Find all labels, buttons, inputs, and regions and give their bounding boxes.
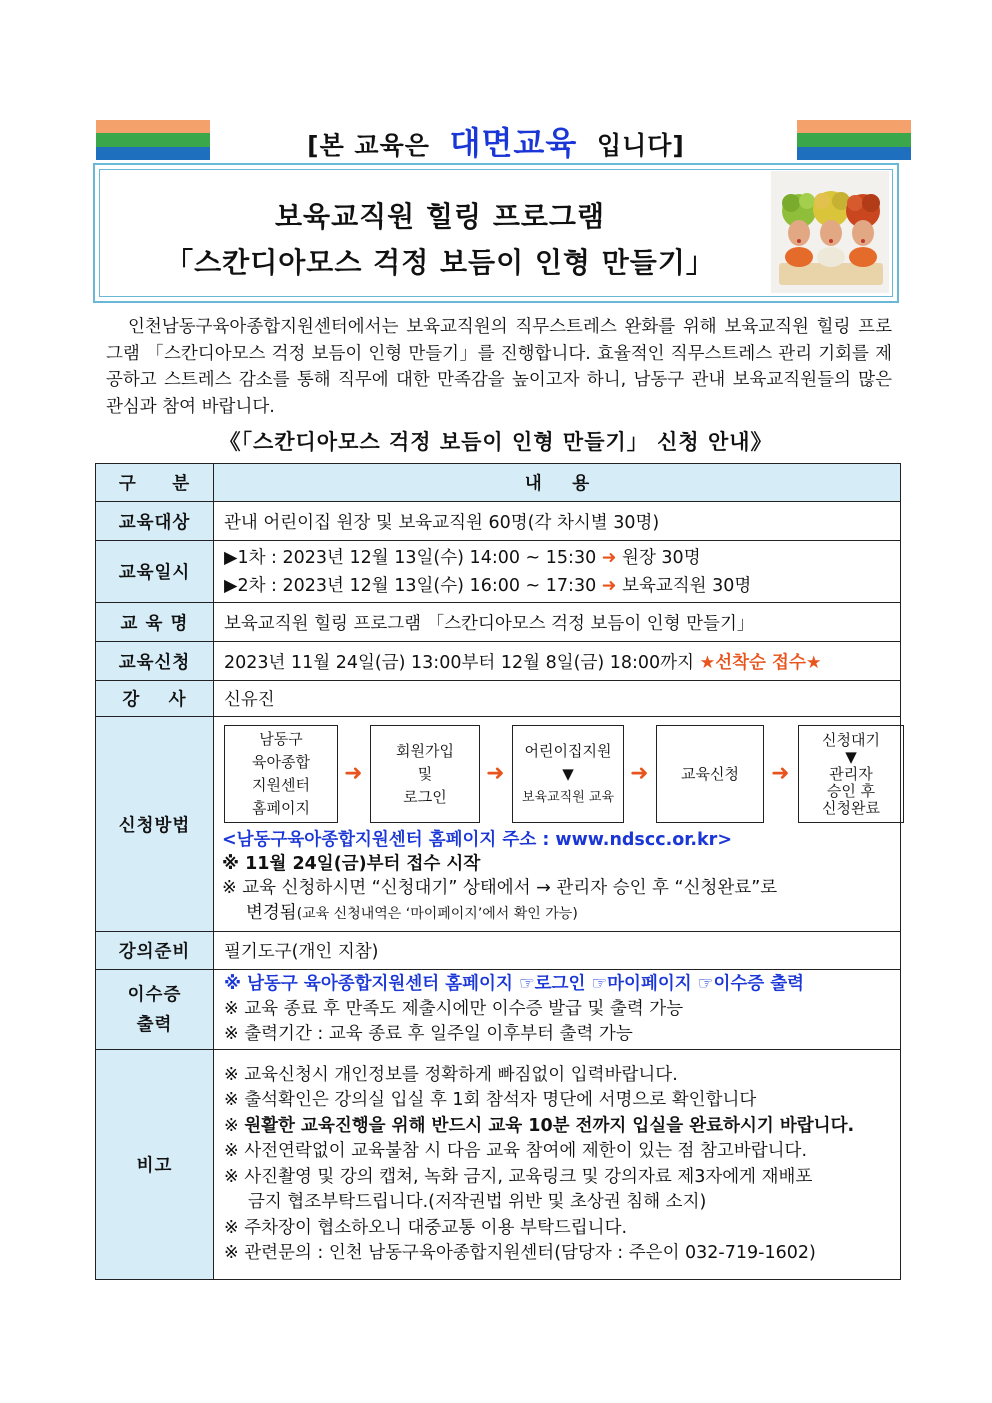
table-row-instructor — [96, 681, 901, 717]
remarks-label: 비고 — [96, 1050, 214, 1280]
method-value — [214, 717, 901, 932]
arrow-right-icon: ➜ — [601, 547, 617, 568]
status-note-cont: 변경됨(교육 신청내역은 ‘마이페이지’에서 확인 가능) — [246, 903, 578, 923]
table-row-apply — [96, 642, 901, 681]
session-2-target: 보육교직원 30명 — [622, 575, 752, 596]
schedule-value — [214, 541, 901, 603]
remark-item: ※ 사진촬영 및 강의 캡쳐, 녹화 금지, 교육링크 및 강의자료 제3자에게 재배포 — [224, 1166, 813, 1187]
notice-suffix: 입니다] — [596, 131, 685, 160]
target-label: 교육대상 — [96, 502, 214, 541]
instructor-label: 강 사 — [96, 681, 214, 717]
method-label: 신청방법 — [96, 717, 214, 932]
table-header-row — [96, 464, 901, 502]
notice-accent: 대면교육 — [449, 124, 578, 162]
arrow-right-icon: ➜ — [486, 761, 505, 786]
table-row-method — [96, 717, 901, 932]
intro-text: 인천남동구육아종합지원센터에서는 보육교직원의 직무스트레스 완화를 위해 보육교직원 힐링 프로그램 「스칸디아모스 걱정 보듬이 인형 만들기」를 진행합니다. 효율적인 직무스트레스 관리 기회를 제공하고 스트레스 감소를 통해 직무에 대한 만족감을 높이고자 하니, 남동구 관내 보육교직원들의 많은 관심과 참여 바랍니다. — [106, 317, 892, 417]
start-date-note: ※ 11월 24일(금)부터 접수 시작 — [222, 854, 481, 874]
header-content: 내 용 — [214, 464, 901, 502]
session-1-time: ▶1차 : 2023년 12월 13일(수) 14:00 ~ 15:30 — [224, 547, 597, 568]
certificate-value — [214, 970, 901, 1050]
session-2-time: ▶2차 : 2023년 12월 13일(수) 16:00 ~ 17:30 — [224, 575, 597, 596]
course-name-label: 교 육 명 — [96, 603, 214, 642]
notice-prefix: [본 교육은 — [307, 131, 430, 160]
schedule-session-2 — [224, 572, 890, 600]
schedule-session-1 — [224, 544, 890, 572]
remark-item: ※ 사전연락없이 교육불참 시 다음 교육 참여에 제한이 있는 점 참고바랍니다. — [224, 1141, 808, 1161]
remarks-value — [214, 1050, 901, 1280]
schedule-label: 교육일시 — [96, 541, 214, 603]
table-row-target — [96, 502, 901, 541]
prep-label: 강의준비 — [96, 932, 214, 970]
arrow-right-icon: ➜ — [771, 761, 790, 786]
arrow-right-icon: ➜ — [344, 761, 363, 786]
program-subtitle: 「스칸디아모스 걱정 보듬이 인형 만들기」 — [165, 246, 715, 279]
certificate-condition: ※ 교육 종료 후 만족도 제출시에만 이수증 발급 및 출력 가능 — [224, 999, 684, 1019]
application-flow — [222, 725, 892, 828]
status-note: ※ 교육 신청하시면 “신청대기” 상태에서 → 관리자 승인 후 “신청완료”로 — [222, 878, 778, 898]
info-table — [95, 463, 901, 1280]
mypage-note: (교육 신청내역은 ‘마이페이지’에서 확인 가능) — [296, 906, 578, 922]
table-row-certificate — [96, 970, 901, 1050]
table-row-name — [96, 603, 901, 642]
arrow-right-icon: ➜ — [630, 761, 649, 786]
course-name-value: 보육교직원 힐링 프로그램 「스칸디아모스 걱정 보듬이 인형 만들기」 — [214, 603, 901, 642]
apply-value — [214, 642, 901, 681]
remark-item-bold: ※ 원활한 교육진행을 위해 반드시 교육 10분 전까지 입실을 완료하시기 바랍니다. — [224, 1115, 855, 1136]
target-value: 관내 어린이집 원장 및 보육교직원 60명(각 차시별 30명) — [214, 502, 901, 541]
down-arrow-icon: ▼ — [845, 747, 857, 766]
header-category: 구 분 — [96, 464, 214, 502]
flow-step-approval: 신청대기 ▼ 관리자 승인 후 신청완료 — [798, 725, 904, 823]
remark-item-cont: 금지 협조부탁드립니다.(저작권법 위반 및 초상권 침해 소지) — [248, 1192, 707, 1212]
remark-item: ※ 주차장이 협소하오니 대중교통 이용 부탁드립니다. — [224, 1217, 628, 1238]
remark-item: ※ 교육신청시 개인정보를 정확하게 빠짐없이 입력바랍니다. — [224, 1064, 678, 1085]
flow-step-daycare-support: 어린이집지원 ▼ 보육교직원 교육 — [512, 725, 624, 823]
table-row-remarks — [96, 1050, 901, 1280]
face-to-face-notice — [0, 118, 992, 164]
first-come-badge: ★선착순 접수★ — [699, 652, 822, 673]
remark-item: ※ 출석확인은 강의실 입실 후 1회 참석자 명단에 서명으로 확인합니다 — [224, 1090, 757, 1110]
flow-step-homepage: 남동구 육아종합 지원센터 홈페이지 — [224, 725, 338, 823]
arrow-right-icon: ➜ — [601, 575, 617, 596]
apply-label: 교육신청 — [96, 642, 214, 681]
application-guide-heading: 《「스칸디아모스 걱정 보듬이 인형 만들기」 신청 안내》 — [219, 430, 773, 454]
session-1-target: 원장 30명 — [622, 547, 701, 568]
flow-step-signup: 회원가입 및 로그인 — [370, 725, 480, 823]
certificate-path: ※ 남동구 육아종합지원센터 홈페이지 ☞로그인 ☞마이페이지 ☞이수증 출력 — [224, 974, 805, 994]
program-title: 보육교직원 힐링 프로그램 — [274, 200, 606, 233]
title-box — [93, 163, 899, 303]
contact-info: ※ 관련문의 : 인천 남동구육아종합지원센터(담당자 : 주은이 032-719-1602) — [224, 1243, 816, 1263]
intro-paragraph — [106, 314, 892, 420]
instructor-value: 신유진 — [214, 681, 901, 717]
down-arrow-icon: ▼ — [562, 764, 574, 783]
moss-doll-photo — [771, 171, 889, 293]
certificate-period: ※ 출력기간 : 교육 종료 후 일주일 이후부터 출력 가능 — [224, 1024, 633, 1044]
flow-step-apply: 교육신청 — [656, 725, 764, 823]
table-row-prep — [96, 932, 901, 970]
prep-value: 필기도구(개인 지참) — [214, 932, 901, 970]
table-row-schedule — [96, 541, 901, 603]
apply-period: 2023년 11월 24일(금) 13:00부터 12월 8일(금) 18:00까지 — [224, 652, 694, 673]
certificate-label: 이수증 출력 — [96, 970, 214, 1050]
homepage-url: <남동구육아종합지원센터 홈페이지 주소 : www.ndscc.or.kr> — [222, 830, 732, 850]
